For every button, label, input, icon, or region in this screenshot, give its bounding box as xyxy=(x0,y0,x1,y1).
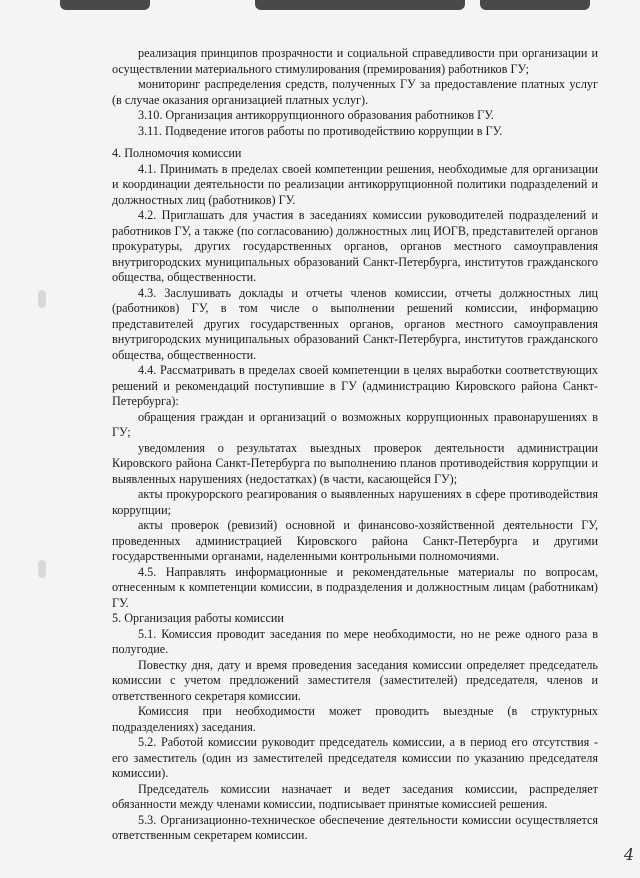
scan-artifact-left xyxy=(60,0,150,10)
paragraph: 5.3. Организационно-техническое обеспечение деятельности комиссии осуществляется ответственным секретарем комиссии. xyxy=(112,812,598,842)
punch-hole-mark xyxy=(38,560,46,578)
punch-hole-mark xyxy=(38,290,46,308)
paragraph: 4.2. Приглашать для участия в заседаниях комиссии руководителей подразделений и работников ГУ, а также (по согласованию) должностных лиц ИОГВ, представителей органов прокуратуры, других государственных органов, органов местного самоуправления внутригородских муниципальных образований Санкт-Петербурга, институтов гражданского общества, общественности. xyxy=(112,208,598,284)
paragraph: 5.2. Работой комиссии руководит председатель комиссии, а в период его отсутствия - его заместитель (один из заместителей председателя комиссии по указанию председателя комиссии). xyxy=(112,735,598,780)
paragraph: мониторинг распределения средств, полученных ГУ за предоставление платных услуг (в случае оказания организацией платных услуг). xyxy=(112,77,598,107)
paragraph: Комиссия при необходимости может проводить выездные (в структурных подразделениях) заседания. xyxy=(112,704,598,734)
scan-artifact-center xyxy=(255,0,465,10)
document-body xyxy=(112,46,598,844)
paragraph: реализация принципов прозрачности и социальной справедливости при организации и осуществлении материального стимулирования (премирования) работников ГУ; xyxy=(112,46,598,76)
paragraph: Председатель комиссии назначает и ведет заседания комиссии, распределяет обязанности между членами комиссии, подписывает принятые комиссией решения. xyxy=(112,781,598,811)
paragraph: уведомления о результатах выездных проверок деятельности администрации Кировского района Санкт-Петербурга по выполнению планов противодействия коррупции и выявленных нарушениях (недостатках) (в части, касающейся ГУ); xyxy=(112,440,598,486)
section-heading: 5. Организация работы комиссии xyxy=(112,611,284,625)
paragraph: 3.11. Подведение итогов работы по противодействию коррупции в ГУ. xyxy=(138,123,503,138)
paragraph: обращения граждан и организаций о возможных коррупционных правонарушениях в ГУ; xyxy=(112,409,598,439)
paragraph: Повестку дня, дату и время проведения заседания комиссии определяет председатель комиссии с учетом предложений заместителя (заместителей) председателя, членов и ответственного секретаря комиссии. xyxy=(112,657,598,703)
paragraph: акты проверок (ревизий) основной и финансово-хозяйственной деятельности ГУ, проведенных администрацией Кировского района Санкт-Петербурга и другими государственными органами, наделенными контрольными полномочиями. xyxy=(112,518,598,563)
paragraph: 3.10. Организация антикоррупционного образования работников ГУ. xyxy=(138,108,494,122)
paragraph: акты прокурорского реагирования о выявленных нарушениях в сфере противодействия коррупции; xyxy=(112,487,598,517)
scan-artifact-right xyxy=(480,0,590,10)
paragraph: 4.1. Принимать в пределах своей компетенции решения, необходимые для организации и координации деятельности по реализации антикоррупционной политики подразделений и должностных лиц (работников) ГУ. xyxy=(112,161,598,207)
page-number: 4 xyxy=(623,845,634,864)
paragraph: 4.5. Направлять информационные и рекомендательные материалы по вопросам, отнесенным к компетенции комиссии, в подразделения и должностным лицам (работникам) ГУ. xyxy=(112,564,598,610)
paragraph: 4.4. Рассматривать в пределах своей компетенции в целях выработки соответствующих решений и рекомендаций поступившие в ГУ (администрацию Кировского района Санкт-Петербурга): xyxy=(112,363,598,408)
paragraph: 5.1. Комиссия проводит заседания по мере необходимости, но не реже одного раза в полугодие. xyxy=(112,626,598,656)
paragraph: 4.3. Заслушивать доклады и отчеты членов комиссии, отчеты должностных лиц (работников) ГУ, в том числе о выполнении решений комиссии, информацию представителей других государственных органов, органов местного самоуправления внутригородских муниципальных образований Санкт-Петербурга, институтов гражданского общества, общественности. xyxy=(112,285,598,362)
section-heading: 4. Полномочия комиссии xyxy=(112,146,242,160)
